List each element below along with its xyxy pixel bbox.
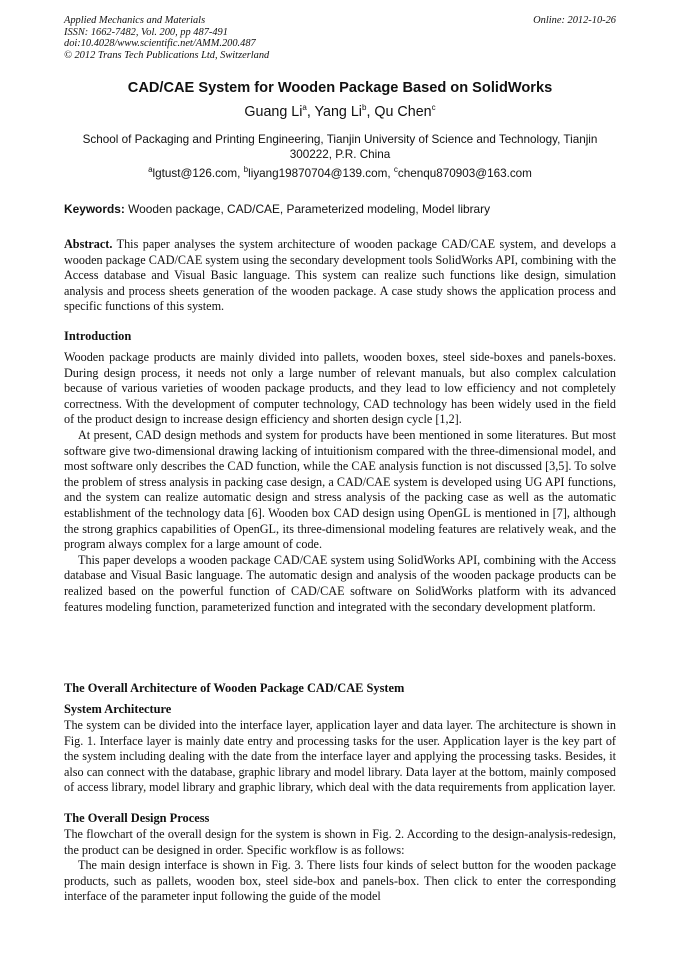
affiliation: School of Packaging and Printing Engineering, Tianjin University of Science and Technology, Tianjin 300222, P.R. China	[82, 133, 598, 161]
author-name: Guang Li	[244, 104, 303, 120]
email-sup: a	[148, 165, 153, 175]
author-name: Qu Chen	[374, 104, 432, 120]
paper-title: CAD/CAE System for Wooden Package Based on SolidWorks	[127, 80, 553, 96]
architecture-heading: The Overall Architecture of Wooden Package CAD/CAE System	[64, 681, 405, 695]
abstract	[64, 237, 616, 315]
intro-paragraph-2: At present, CAD design methods and system for products have been mentioned in some literatures. But most software give two-dimensional drawing lacking of intuitionism compared with the three-dimensional model, and most software only describes the CAD function, while the CAE analysis function is not discussed [3,5]. To solve the problem of stress analysis in packing case design, a CAD/CAE system is developed using UG API functions, and the system can realize automatic design and stress analysis of the packing case as well as the automatic establishment of the technology data [6]. Wooden box CAD design using OpenGL is mentioned in [7], although the strong graphics capabilities of OpenGL, its three-dimensional modeling features are relatively weak, and the program always complex for a large amount of code.	[64, 427, 616, 552]
issn-line: ISSN: 1662-7482, Vol. 200, pp 487-491	[64, 26, 228, 38]
email-address[interactable]: liyang19870704@139.com	[248, 167, 388, 180]
doi-line: doi:10.4028/www.scientific.net/AMM.200.487	[64, 38, 256, 49]
abstract-text: This paper analyses the system architecture of wooden package CAD/CAE system, and develops a wooden package CAD/CAE system using the secondary development tools SolidWorks API, combining with the Access database and Visual Basic language. This system can realize such functions like design, simulation analysis and process sheets generation of the wooden package. A case study shows the application process and specific functions of this system.	[64, 237, 617, 314]
design-process-text-1: The flowchart of the overall design for the system is shown in Fig. 2. According to the design-analysis-redesign, the product can be designed in order. Specific workflow is as follows:	[64, 827, 616, 857]
keywords-text: Wooden package, CAD/CAE, Parameterized modeling, Model library	[128, 202, 491, 216]
email-address[interactable]: chenqu870903@163.com	[397, 167, 532, 180]
architecture-text-1: The system can be divided into the interface layer, application layer and data layer. The architecture is shown in Fig. 1. Interface layer is mainly date entry and processing tasks for the user. Application layer is the key part of the system including dealing with the date from the interface layer and applying the processing tasks. Besides, it also can connect with the database, graphic library and model library. Data layer at the bottom, mainly composed of access library, model library and graphic library, which deal with the data requirements from application layer.	[64, 718, 616, 795]
introduction-heading: Introduction	[64, 329, 132, 343]
design-process-body	[64, 827, 616, 905]
email-address[interactable]: lgtust@126.com	[152, 167, 238, 180]
email-sup: b	[243, 165, 249, 175]
architecture-paragraph-1	[64, 718, 616, 796]
abstract-label: Abstract.	[64, 237, 113, 251]
author-name: Yang Li	[314, 104, 362, 120]
introduction-body	[64, 350, 616, 615]
email-sup: c	[393, 165, 398, 175]
journal-name: Applied Mechanics and Materials	[64, 15, 206, 26]
design-process-subheading: The Overall Design Process	[64, 811, 210, 825]
author-list: Guang Li$^a$, Yang Li$^b$, Qu Chen$^c$	[244, 103, 436, 120]
intro-paragraph-3: This paper develops a wooden package CAD/CAE system using SolidWorks API, combining with the Access database and Visual Basic language. The automatic design and analysis of the wooden package products can be realized based on the powerful function of CAD/CAE software on SolidWorks platform with its advanced features modeling function, parameterized function and integrated with the secondary development platform.	[64, 552, 616, 614]
keywords-label: Keywords:	[64, 202, 125, 216]
copyright-line: © 2012 Trans Tech Publications Ltd, Switzerland	[64, 49, 270, 61]
author-sup: a	[302, 103, 307, 113]
design-process-text-2: The main design interface is shown in Fig. 3. There lists four kinds of select button for the wooden package products, such as pallets, wooden box, steel side-box and panels-box. Then click to enter the corresponding interface of the parameter input following the guide of the model	[64, 858, 616, 904]
online-date: Online: 2012-10-26	[533, 15, 616, 26]
keywords	[64, 202, 616, 216]
intro-paragraph-1: Wooden package products are mainly divided into pallets, wooden boxes, steel side-boxes and panels-boxes. During design process, it needs not only a large number of relevant manuals, but also complex calculation because of various varieties of wooden package products, and they lead to low efficiency and not completely correctness. With the development of computer technology, CAD technology has been widely used in the field of the product design to increase design efficiency and shorten design cycle [1,2].	[64, 350, 616, 427]
author-sup: b	[361, 103, 367, 113]
author-sup: c	[431, 103, 436, 113]
journal-header	[64, 15, 616, 61]
system-architecture-subheading: System Architecture	[64, 702, 172, 716]
email-list: $^a$lgtust@126.com, $^b$liyang19870704@139.com, $^c$chenqu870903@163.com	[148, 165, 532, 180]
